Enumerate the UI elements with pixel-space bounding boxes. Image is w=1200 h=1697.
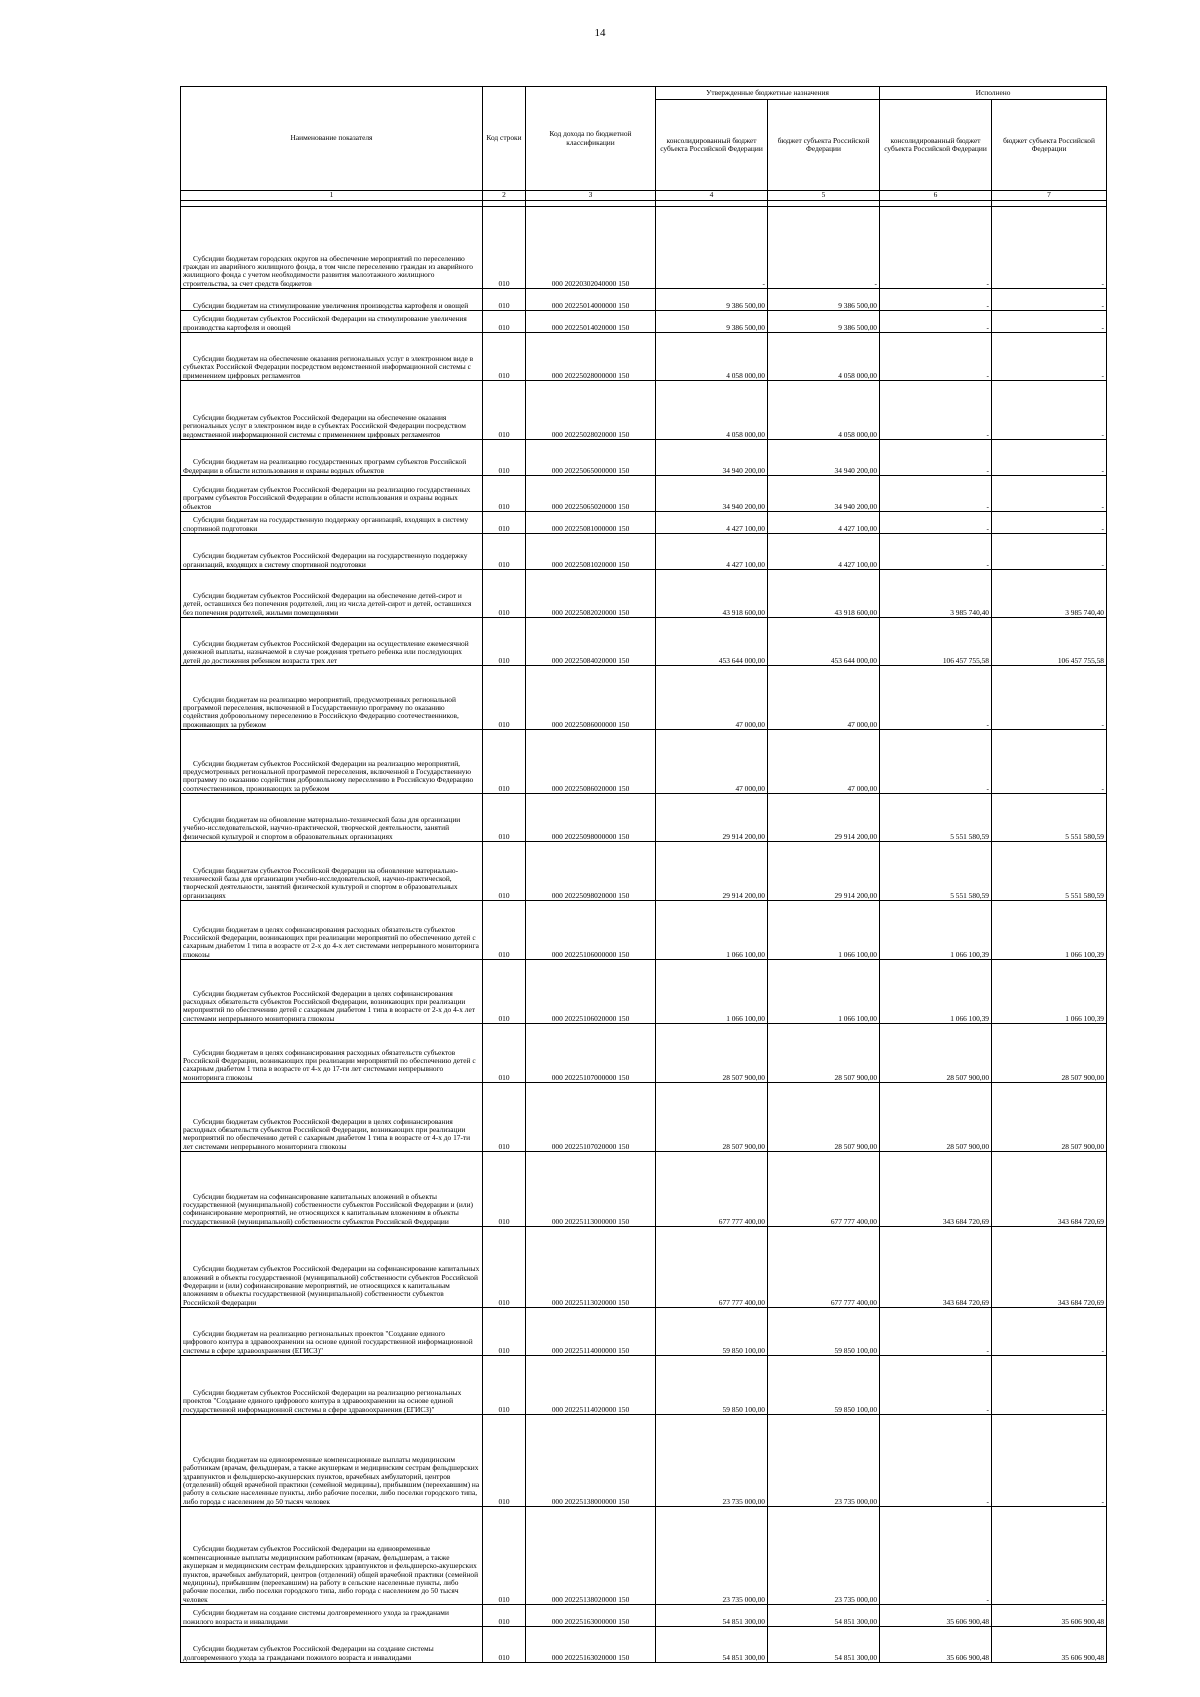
row-kbk: 000 20225098000000 150 bbox=[526, 794, 656, 842]
row-executed-subject: - bbox=[992, 1415, 1107, 1507]
row-name-text: Субсидии бюджетам городских округов на обеспечение мероприятий по переселению граждан из аварийного жилищного фонда, в том числе переселению граждан из аварийного жилищного фонда с учетом необходимости развития малоэтажного жилищного строительства, за счет средств бюджетов bbox=[183, 253, 473, 288]
row-executed-consolidated: 28 507 900,00 bbox=[880, 1083, 992, 1152]
row-kbk: 000 20225113000000 150 bbox=[526, 1152, 656, 1227]
row-code: 010 bbox=[483, 1627, 526, 1663]
row-approved-subject: 28 507 900,00 bbox=[768, 1024, 880, 1083]
row-name-text: Субсидии бюджетам на стимулирование увеличения производства картофеля и овощей bbox=[193, 300, 469, 310]
table-row bbox=[181, 333, 1107, 381]
row-executed-subject: 5 551 580,59 bbox=[992, 842, 1107, 901]
row-approved-consolidated: 28 507 900,00 bbox=[656, 1083, 768, 1152]
header-consolidated-approved: консолидированный бюджет субъекта Российской Федерации bbox=[656, 100, 768, 191]
row-executed-subject: - bbox=[992, 1308, 1107, 1356]
column-number: 7 bbox=[992, 191, 1107, 201]
row-approved-consolidated: 23 735 000,00 bbox=[656, 1415, 768, 1507]
row-name-text: Субсидии бюджетам на обеспечение оказания региональных услуг в электронном виде в субъектах Российской Федерации посредством ведомственной информационной системы с применением цифровых регламентов bbox=[183, 353, 474, 380]
row-name bbox=[181, 476, 483, 512]
row-name bbox=[181, 1083, 483, 1152]
row-executed-consolidated: - bbox=[880, 440, 992, 476]
row-name-text: Субсидии бюджетам в целях софинансирования расходных обязательств субъектов Российской Федерации, возникающих при реализации мероприятий по обеспечению детей с сахарным диабетом 1 типа в возрасте от 4-х до 17-ти лет системами непрерывного мониторинга глюкозы bbox=[183, 1047, 476, 1082]
table-row bbox=[181, 1356, 1107, 1415]
row-name-text: Субсидии бюджетам субъектов Российской Федерации на государственную поддержку организаций, входящих в систему спортивной подготовки bbox=[183, 551, 468, 569]
row-kbk: 000 20225163000000 150 bbox=[526, 1605, 656, 1627]
row-kbk: 000 20225028020000 150 bbox=[526, 381, 656, 440]
row-code: 010 bbox=[483, 333, 526, 381]
row-approved-consolidated: 9 386 500,00 bbox=[656, 311, 768, 333]
row-approved-subject: 4 058 000,00 bbox=[768, 333, 880, 381]
table-row bbox=[181, 534, 1107, 570]
column-number: 5 bbox=[768, 191, 880, 201]
row-name-text: Субсидии бюджетам субъектов Российской Федерации на стимулирование увеличения производства картофеля и овощей bbox=[183, 314, 467, 332]
row-name-text: Субсидии бюджетам на создание системы долговременного ухода за гражданами пожилого возраста и инвалидами bbox=[183, 1608, 449, 1626]
row-approved-consolidated: 1 066 100,00 bbox=[656, 901, 768, 960]
row-executed-subject: - bbox=[992, 207, 1107, 289]
column-number: 4 bbox=[656, 191, 768, 201]
row-name-text: Субсидии бюджетам субъектов Российской Федерации на реализацию государственных программ субъектов Российской Федерации в области использования и охраны водных объектов bbox=[183, 484, 471, 511]
row-kbk: 000 20225082020000 150 bbox=[526, 570, 656, 618]
row-code: 010 bbox=[483, 618, 526, 666]
row-executed-subject: - bbox=[992, 512, 1107, 534]
row-approved-subject: 29 914 200,00 bbox=[768, 794, 880, 842]
row-code: 010 bbox=[483, 730, 526, 794]
header-kbk: Код дохода по бюджетной классификации bbox=[526, 87, 656, 191]
row-name bbox=[181, 570, 483, 618]
row-kbk: 000 20225086020000 150 bbox=[526, 730, 656, 794]
row-name-text: Субсидии бюджетам на обновление материально-технической базы для организации учебно-исследовательской, научно-практической, творческой деятельности, занятий физической культурой и спортом в образовательных организациях bbox=[183, 814, 461, 841]
row-name-text: Субсидии бюджетам на единовременные компенсационные выплаты медицинским работникам (врачам, фельдшерам, а также акушеркам и медицинским сестрам фельдшерских здравпунктов и фельдшерско-акушерских пунктов, врачебных амбулаторий, центров (отделений) общей врачебной практики (семейной медицины), прибывшим (переехавшим) на работу в сельские населенные пункты, либо рабочие поселки, либо поселки городского типа, либо города с населением до 50 тысяч человек bbox=[183, 1454, 480, 1506]
row-approved-consolidated: 54 851 300,00 bbox=[656, 1627, 768, 1663]
row-code: 010 bbox=[483, 901, 526, 960]
row-approved-consolidated: 47 000,00 bbox=[656, 666, 768, 730]
row-name bbox=[181, 1227, 483, 1308]
row-code: 010 bbox=[483, 1356, 526, 1415]
row-approved-consolidated: 47 000,00 bbox=[656, 730, 768, 794]
row-name-text: Субсидии бюджетам субъектов Российской Федерации на обеспечение оказания региональных услуг в электронном виде в субъектах Российской Федерации посредством ведомственной информационной системы с применением цифровых регламентов bbox=[183, 412, 466, 439]
row-code: 010 bbox=[483, 381, 526, 440]
row-approved-subject: 4 427 100,00 bbox=[768, 534, 880, 570]
row-executed-subject: 35 606 900,48 bbox=[992, 1627, 1107, 1663]
row-name bbox=[181, 1152, 483, 1227]
row-approved-consolidated: 4 427 100,00 bbox=[656, 512, 768, 534]
row-approved-subject: 4 058 000,00 bbox=[768, 381, 880, 440]
row-kbk: 000 20225163020000 150 bbox=[526, 1627, 656, 1663]
row-approved-consolidated: 29 914 200,00 bbox=[656, 842, 768, 901]
row-name-text: Субсидии бюджетам субъектов Российской Федерации в целях софинансирования расходных обязательств субъектов Российской Федерации, возникающих при реализации мероприятий по обеспечению детей с сахарным диабетом 1 типа в возрасте от 2-х до 4-х лет системами непрерывного мониторинга глюкозы bbox=[183, 988, 475, 1023]
row-approved-consolidated: 34 940 200,00 bbox=[656, 440, 768, 476]
row-name bbox=[181, 901, 483, 960]
row-kbk: 000 20225113020000 150 bbox=[526, 1227, 656, 1308]
table-body bbox=[181, 201, 1107, 1663]
row-approved-subject: 59 850 100,00 bbox=[768, 1308, 880, 1356]
row-approved-consolidated: 1 066 100,00 bbox=[656, 960, 768, 1024]
table-row bbox=[181, 311, 1107, 333]
header-subject-approved: бюджет субъекта Российской Федерации bbox=[768, 100, 880, 191]
row-kbk: 000 20225081020000 150 bbox=[526, 534, 656, 570]
row-executed-subject: - bbox=[992, 289, 1107, 311]
row-executed-subject: - bbox=[992, 1356, 1107, 1415]
row-executed-subject: 343 684 720,69 bbox=[992, 1152, 1107, 1227]
row-approved-subject: 23 735 000,00 bbox=[768, 1507, 880, 1605]
row-approved-consolidated: 59 850 100,00 bbox=[656, 1308, 768, 1356]
table-row bbox=[181, 476, 1107, 512]
row-executed-consolidated: 343 684 720,69 bbox=[880, 1152, 992, 1227]
row-approved-consolidated: - bbox=[656, 207, 768, 289]
row-approved-consolidated: 29 914 200,00 bbox=[656, 794, 768, 842]
row-name-text: Субсидии бюджетам субъектов Российской Федерации на софинансирование капитальных вложений в объекты государственной (муниципальной) собственности субъектов Российской Федерации и (или) софинансирование мероприятий, не относящихся к капитальным вложениям в объекты государственной (муниципальной) собственности субъектов Российской Федерации bbox=[183, 1264, 480, 1307]
row-executed-subject: 1 066 100,39 bbox=[992, 960, 1107, 1024]
row-kbk: 000 20225081000000 150 bbox=[526, 512, 656, 534]
row-approved-subject: 9 386 500,00 bbox=[768, 311, 880, 333]
row-executed-consolidated: 3 985 740,40 bbox=[880, 570, 992, 618]
row-code: 010 bbox=[483, 534, 526, 570]
row-kbk: 000 20225014020000 150 bbox=[526, 311, 656, 333]
row-executed-consolidated: - bbox=[880, 1308, 992, 1356]
row-code: 010 bbox=[483, 512, 526, 534]
row-executed-subject: - bbox=[992, 333, 1107, 381]
table-row bbox=[181, 570, 1107, 618]
row-executed-consolidated: 106 457 755,58 bbox=[880, 618, 992, 666]
row-name bbox=[181, 960, 483, 1024]
row-executed-consolidated: - bbox=[880, 1415, 992, 1507]
row-executed-subject: 28 507 900,00 bbox=[992, 1083, 1107, 1152]
row-approved-subject: 47 000,00 bbox=[768, 666, 880, 730]
table-row bbox=[181, 901, 1107, 960]
row-name bbox=[181, 1507, 483, 1605]
row-name bbox=[181, 794, 483, 842]
row-executed-subject: 5 551 580,59 bbox=[992, 794, 1107, 842]
row-executed-subject: - bbox=[992, 666, 1107, 730]
page-number: 14 bbox=[594, 27, 606, 39]
table-row bbox=[181, 1083, 1107, 1152]
table-row bbox=[181, 794, 1107, 842]
row-approved-subject: - bbox=[768, 207, 880, 289]
table-row bbox=[181, 1415, 1107, 1507]
row-code: 010 bbox=[483, 476, 526, 512]
header-code: Код строки bbox=[483, 87, 526, 191]
row-name-text: Субсидии бюджетам на реализацию мероприятий, предусмотренных региональной программой переселения, включенной в Государственную программу по оказанию содействия добровольному переселению в Российскую Федерацию соотечественников, проживающих за рубежом bbox=[183, 694, 459, 729]
row-approved-consolidated: 59 850 100,00 bbox=[656, 1356, 768, 1415]
row-name-text: Субсидии бюджетам в целях софинансирования расходных обязательств субъектов Российской Федерации, возникающих при реализации мероприятий по обеспечению детей с сахарным диабетом 1 типа в возрасте от 2-х до 4-х лет системами непрерывного мониторинга глюкозы bbox=[183, 924, 479, 959]
row-kbk: 000 20225114000000 150 bbox=[526, 1308, 656, 1356]
table-row bbox=[181, 1507, 1107, 1605]
row-kbk: 000 20225028000000 150 bbox=[526, 333, 656, 381]
column-number: 6 bbox=[880, 191, 992, 201]
row-name bbox=[181, 207, 483, 289]
row-code: 010 bbox=[483, 842, 526, 901]
row-name bbox=[181, 666, 483, 730]
table-row bbox=[181, 289, 1107, 311]
row-executed-subject: 3 985 740,40 bbox=[992, 570, 1107, 618]
row-executed-consolidated: - bbox=[880, 730, 992, 794]
row-kbk: 000 20225107020000 150 bbox=[526, 1083, 656, 1152]
row-approved-consolidated: 28 507 900,00 bbox=[656, 1024, 768, 1083]
row-kbk: 000 20225086000000 150 bbox=[526, 666, 656, 730]
row-approved-subject: 23 735 000,00 bbox=[768, 1415, 880, 1507]
row-approved-subject: 677 777 400,00 bbox=[768, 1227, 880, 1308]
row-approved-subject: 54 851 300,00 bbox=[768, 1627, 880, 1663]
header-subject-executed: бюджет субъекта Российской Федерации bbox=[992, 100, 1107, 191]
row-approved-subject: 4 427 100,00 bbox=[768, 512, 880, 534]
table-row bbox=[181, 1152, 1107, 1227]
row-executed-consolidated: 28 507 900,00 bbox=[880, 1024, 992, 1083]
table-row bbox=[181, 1627, 1107, 1663]
row-kbk: 000 20225107000000 150 bbox=[526, 1024, 656, 1083]
row-name-text: Субсидии бюджетам субъектов Российской Федерации на реализацию мероприятий, предусмотренных региональной программой переселения, включенной в Государственную программу по оказанию содействия добровольному переселению в Российскую Федерацию соотечественников, проживающих за рубежом bbox=[183, 758, 474, 793]
column-number: 1 bbox=[181, 191, 483, 201]
row-executed-consolidated: 343 684 720,69 bbox=[880, 1227, 992, 1308]
table-row bbox=[181, 1024, 1107, 1083]
row-executed-consolidated: - bbox=[880, 333, 992, 381]
row-name-text: Субсидии бюджетам субъектов Российской Федерации в целях софинансирования расходных обязательств субъектов Российской Федерации, возникающих при реализации мероприятий по обеспечению детей с сахарным диабетом 1 типа в возрасте от 4-х до 17-ти лет системами непрерывного мониторинга глюкозы bbox=[183, 1116, 471, 1151]
row-approved-subject: 677 777 400,00 bbox=[768, 1152, 880, 1227]
row-code: 010 bbox=[483, 1227, 526, 1308]
row-executed-subject: 106 457 755,58 bbox=[992, 618, 1107, 666]
row-approved-consolidated: 677 777 400,00 bbox=[656, 1152, 768, 1227]
row-approved-consolidated: 34 940 200,00 bbox=[656, 476, 768, 512]
row-name bbox=[181, 311, 483, 333]
row-kbk: 000 20220302040000 150 bbox=[526, 207, 656, 289]
column-number: 3 bbox=[526, 191, 656, 201]
table-row bbox=[181, 207, 1107, 289]
row-executed-consolidated: 35 606 900,48 bbox=[880, 1627, 992, 1663]
row-executed-subject: - bbox=[992, 440, 1107, 476]
row-executed-consolidated: 1 066 100,39 bbox=[880, 960, 992, 1024]
row-name bbox=[181, 730, 483, 794]
row-executed-subject: - bbox=[992, 534, 1107, 570]
row-approved-subject: 1 066 100,00 bbox=[768, 960, 880, 1024]
table-row bbox=[181, 666, 1107, 730]
row-code: 010 bbox=[483, 440, 526, 476]
row-code: 010 bbox=[483, 666, 526, 730]
row-name bbox=[181, 1356, 483, 1415]
row-name-text: Субсидии бюджетам субъектов Российской Федерации на осуществление ежемесячной денежной выплаты, назначаемой в случае рождения третьего ребенка или последующих детей до достижения ребенком возраста трех лет bbox=[183, 638, 469, 665]
row-executed-consolidated: - bbox=[880, 476, 992, 512]
row-kbk: 000 20225014000000 150 bbox=[526, 289, 656, 311]
row-approved-consolidated: 23 735 000,00 bbox=[656, 1507, 768, 1605]
header-group-executed: Исполнено bbox=[880, 87, 1107, 100]
row-name-text: Субсидии бюджетам на софинансирование капитальных вложений в объекты государственной (муниципальной) собственности субъектов Российской Федерации и (или) софинансирование мероприятий, не относящихся к капитальным вложениям в объекты государственной (муниципальной) собственности субъектов Российской Федерации bbox=[183, 1191, 473, 1226]
row-approved-consolidated: 4 058 000,00 bbox=[656, 333, 768, 381]
row-executed-consolidated: - bbox=[880, 311, 992, 333]
row-executed-consolidated: 5 551 580,59 bbox=[880, 842, 992, 901]
row-executed-subject: - bbox=[992, 381, 1107, 440]
row-approved-consolidated: 9 386 500,00 bbox=[656, 289, 768, 311]
row-name bbox=[181, 333, 483, 381]
row-code: 010 bbox=[483, 289, 526, 311]
row-name bbox=[181, 1605, 483, 1627]
table-row bbox=[181, 960, 1107, 1024]
row-kbk: 000 20225065000000 150 bbox=[526, 440, 656, 476]
row-code: 010 bbox=[483, 1308, 526, 1356]
row-executed-subject: - bbox=[992, 1507, 1107, 1605]
row-code: 010 bbox=[483, 1083, 526, 1152]
row-executed-consolidated: - bbox=[880, 381, 992, 440]
row-approved-subject: 43 918 600,00 bbox=[768, 570, 880, 618]
row-executed-subject: - bbox=[992, 730, 1107, 794]
table-row bbox=[181, 440, 1107, 476]
row-approved-consolidated: 677 777 400,00 bbox=[656, 1227, 768, 1308]
header-group-approved: Утвержденные бюджетные назначения bbox=[656, 87, 880, 100]
row-name bbox=[181, 618, 483, 666]
row-executed-consolidated: 5 551 580,59 bbox=[880, 794, 992, 842]
row-executed-consolidated: - bbox=[880, 207, 992, 289]
row-code: 010 bbox=[483, 570, 526, 618]
table-row bbox=[181, 842, 1107, 901]
row-approved-consolidated: 43 918 600,00 bbox=[656, 570, 768, 618]
row-name bbox=[181, 842, 483, 901]
table-row bbox=[181, 1227, 1107, 1308]
row-kbk: 000 20225098020000 150 bbox=[526, 842, 656, 901]
row-name bbox=[181, 289, 483, 311]
row-name bbox=[181, 1627, 483, 1663]
row-code: 010 bbox=[483, 1415, 526, 1507]
row-code: 010 bbox=[483, 1507, 526, 1605]
row-executed-consolidated: - bbox=[880, 512, 992, 534]
row-kbk: 000 20225106000000 150 bbox=[526, 901, 656, 960]
row-code: 010 bbox=[483, 794, 526, 842]
row-code: 010 bbox=[483, 1024, 526, 1083]
header-name: Наименование показателя bbox=[181, 87, 483, 191]
row-executed-consolidated: - bbox=[880, 289, 992, 311]
row-code: 010 bbox=[483, 960, 526, 1024]
row-approved-subject: 1 066 100,00 bbox=[768, 901, 880, 960]
row-executed-subject: - bbox=[992, 476, 1107, 512]
row-executed-subject: 1 066 100,39 bbox=[992, 901, 1107, 960]
row-executed-consolidated: - bbox=[880, 1507, 992, 1605]
row-kbk: 000 20225138000000 150 bbox=[526, 1415, 656, 1507]
row-name-text: Субсидии бюджетам на реализацию региональных проектов "Создание единого цифрового контура в здравоохранении на основе единой государственной информационной системы в сфере здравоохранения (ЕГИСЗ)" bbox=[183, 1328, 473, 1355]
row-executed-consolidated: - bbox=[880, 1356, 992, 1415]
row-kbk: 000 20225084020000 150 bbox=[526, 618, 656, 666]
table-row bbox=[181, 512, 1107, 534]
row-approved-consolidated: 4 058 000,00 bbox=[656, 381, 768, 440]
row-name-text: Субсидии бюджетам субъектов Российской Федерации на обеспечение детей-сирот и детей, оставшихся без попечения родителей, лиц из числа детей-сирот и детей, оставшихся без попечения родителей, жилыми помещениями bbox=[183, 590, 472, 617]
row-name bbox=[181, 1415, 483, 1507]
row-approved-consolidated: 54 851 300,00 bbox=[656, 1605, 768, 1627]
row-name bbox=[181, 1308, 483, 1356]
row-executed-subject: 35 606 900,48 bbox=[992, 1605, 1107, 1627]
row-executed-subject: 343 684 720,69 bbox=[992, 1227, 1107, 1308]
row-executed-consolidated: 1 066 100,39 bbox=[880, 901, 992, 960]
row-executed-subject: 28 507 900,00 bbox=[992, 1024, 1107, 1083]
row-executed-consolidated: - bbox=[880, 666, 992, 730]
row-name bbox=[181, 512, 483, 534]
row-approved-consolidated: 453 644 000,00 bbox=[656, 618, 768, 666]
row-executed-consolidated: 35 606 900,48 bbox=[880, 1605, 992, 1627]
row-executed-consolidated: - bbox=[880, 534, 992, 570]
row-approved-subject: 34 940 200,00 bbox=[768, 476, 880, 512]
row-code: 010 bbox=[483, 1605, 526, 1627]
row-name-text: Субсидии бюджетам на государственную поддержку организаций, входящих в систему спортивной подготовки bbox=[183, 515, 469, 533]
row-name-text: Субсидии бюджетам субъектов Российской Федерации на единовременные компенсационные выплаты медицинским работникам (врачам, фельдшерам, а также акушеркам и медицинским сестрам фельдшерских здравпунктов и фельдшерско-акушерских пунктов, врачебных амбулаторий, центров (отделений) общей врачебной практики (семейной медицины), прибывшим (переехавшим) на работу в сельские населенные пункты, либо рабочие поселки, либо поселки городского типа, либо города с населением до 50 тысяч человек bbox=[183, 1544, 479, 1604]
table-row bbox=[181, 381, 1107, 440]
row-approved-subject: 59 850 100,00 bbox=[768, 1356, 880, 1415]
row-approved-subject: 29 914 200,00 bbox=[768, 842, 880, 901]
row-name bbox=[181, 1024, 483, 1083]
table-row bbox=[181, 1605, 1107, 1627]
header-consolidated-executed: консолидированный бюджет субъекта Российской Федерации bbox=[880, 100, 992, 191]
table-row bbox=[181, 618, 1107, 666]
row-name bbox=[181, 440, 483, 476]
row-code: 010 bbox=[483, 207, 526, 289]
table-row bbox=[181, 730, 1107, 794]
row-code: 010 bbox=[483, 1152, 526, 1227]
row-approved-subject: 453 644 000,00 bbox=[768, 618, 880, 666]
row-code: 010 bbox=[483, 311, 526, 333]
row-approved-subject: 54 851 300,00 bbox=[768, 1605, 880, 1627]
row-kbk: 000 20225106020000 150 bbox=[526, 960, 656, 1024]
row-name-text: Субсидии бюджетам на реализацию государственных программ субъектов Российской Федерации в области использования и охраны водных объектов bbox=[183, 457, 467, 475]
table-row bbox=[181, 1308, 1107, 1356]
budget-execution-table bbox=[180, 86, 1107, 1663]
row-executed-subject: - bbox=[992, 311, 1107, 333]
row-name-text: Субсидии бюджетам субъектов Российской Федерации на реализацию региональных проектов "Создание единого цифрового контура в здравоохранении на основе единой государственной информационной системы в сфере здравоохранения (ЕГИСЗ)" bbox=[183, 1387, 462, 1414]
row-name-text: Субсидии бюджетам субъектов Российской Федерации на обновление материально-технической базы для организации учебно-исследовательской, научно-практической, творческой деятельности, занятий физической культурой и спортом в образовательных организациях bbox=[183, 865, 459, 900]
column-number: 2 bbox=[483, 191, 526, 201]
row-approved-subject: 47 000,00 bbox=[768, 730, 880, 794]
row-kbk: 000 20225138020000 150 bbox=[526, 1507, 656, 1605]
row-name bbox=[181, 534, 483, 570]
row-kbk: 000 20225114020000 150 bbox=[526, 1356, 656, 1415]
row-kbk: 000 20225065020000 150 bbox=[526, 476, 656, 512]
row-name-text: Субсидии бюджетам субъектов Российской Федерации на создание системы долговременного ухода за гражданами пожилого возраста и инвалидами bbox=[183, 1644, 434, 1662]
row-approved-subject: 9 386 500,00 bbox=[768, 289, 880, 311]
row-approved-subject: 28 507 900,00 bbox=[768, 1083, 880, 1152]
row-name bbox=[181, 381, 483, 440]
row-approved-consolidated: 4 427 100,00 bbox=[656, 534, 768, 570]
row-approved-subject: 34 940 200,00 bbox=[768, 440, 880, 476]
